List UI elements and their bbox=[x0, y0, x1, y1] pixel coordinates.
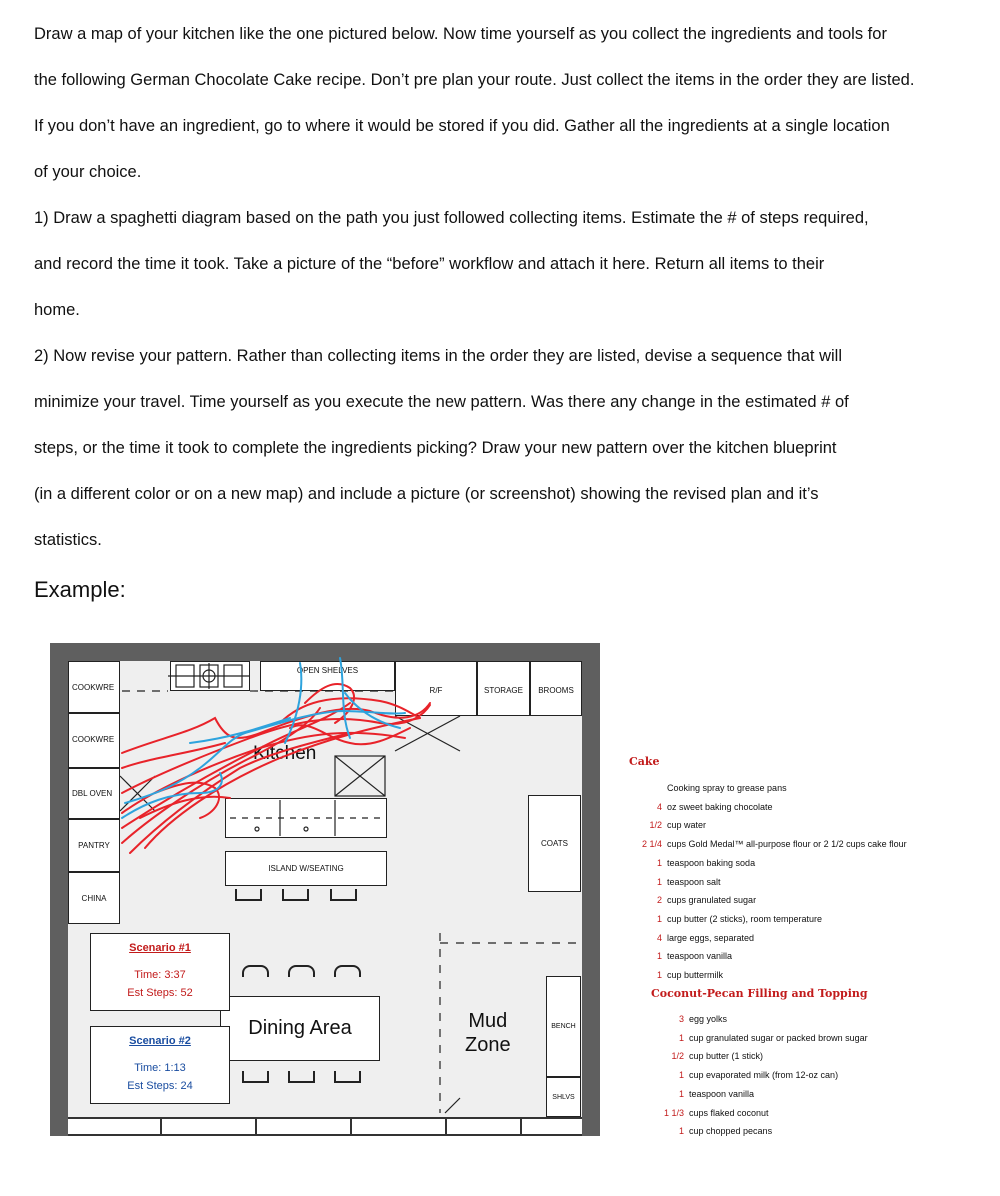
ingredient-row bbox=[656, 801, 773, 812]
ingredient-quantity: 4 bbox=[656, 932, 662, 943]
ingredient-text: cup evaporated milk (from 12-oz can) bbox=[689, 1070, 839, 1081]
instruction-line: If you don’t have an ingredient, go to where it would be stored if you did. Gather all the ingredients at a single location bbox=[34, 117, 890, 135]
scenario-1-steps: Est Steps: 52 bbox=[127, 987, 193, 999]
scenario-2-title: Scenario #2 bbox=[129, 1035, 191, 1047]
scenario-2-time: Time: 1:13 bbox=[134, 1062, 186, 1074]
filling-heading: Coconut-Pecan Filling and Topping bbox=[651, 987, 868, 1000]
shelves-label: SHLVS bbox=[552, 1093, 575, 1101]
ingredient-text: cup buttermilk bbox=[667, 970, 724, 980]
cake-heading: Cake bbox=[629, 755, 660, 768]
ingredient-text: cup butter (1 stick) bbox=[689, 1051, 764, 1062]
plan-lines bbox=[50, 643, 600, 1136]
ingredient-quantity: 1 bbox=[656, 857, 662, 868]
instruction-line: statistics. bbox=[34, 531, 102, 549]
instruction-line: (in a different color or on a new map) and include a picture (or screenshot) showing the revised plan and it’s bbox=[34, 485, 819, 503]
ingredient-row bbox=[678, 1088, 755, 1099]
ingredient-quantity: 1 bbox=[656, 951, 662, 962]
ingredient-text: teaspoon salt bbox=[667, 876, 721, 887]
ingredient-text: teaspoon vanilla bbox=[689, 1088, 755, 1099]
instruction-line: and record the time it took. Take a picture of the “before” workflow and attach it here. Return all items to their bbox=[34, 255, 825, 273]
ingredient-row bbox=[678, 1014, 728, 1024]
ingredient-text: cups Gold Medal™ all-purpose flour or 2 1/2 cups cake flour bbox=[667, 839, 907, 850]
ingredient-row bbox=[678, 1126, 773, 1137]
cookware-label: COOKWRE bbox=[72, 682, 115, 692]
ingredient-text: teaspoon vanilla bbox=[667, 951, 733, 962]
kitchen-label: Kitchen bbox=[253, 743, 317, 764]
ingredient-text: cup water bbox=[667, 820, 707, 831]
scenario-1-title: Scenario #1 bbox=[129, 942, 191, 954]
ingredient-text: teaspoon baking soda bbox=[667, 857, 756, 868]
ingredient-row bbox=[663, 1107, 769, 1118]
kitchen-floor-plan bbox=[50, 643, 600, 1136]
refrigerator-label: R/F bbox=[429, 686, 443, 695]
coats-label: COATS bbox=[541, 839, 568, 848]
ingredient-quantity: 1 bbox=[656, 970, 662, 980]
ingredient-text: oz sweet baking chocolate bbox=[667, 801, 773, 812]
instruction-line: of your choice. bbox=[34, 163, 142, 181]
ingredient-quantity: 1/2 bbox=[671, 1051, 684, 1062]
ingredient-quantity: 1 bbox=[678, 1088, 684, 1099]
double-oven-label: DBL OVEN bbox=[72, 789, 113, 798]
ingredient-row bbox=[656, 970, 724, 980]
ingredient-row bbox=[671, 1051, 764, 1062]
ingredient-row bbox=[656, 932, 755, 943]
ingredient-text: large eggs, separated bbox=[667, 932, 755, 943]
ingredient-row bbox=[656, 913, 823, 924]
china-label: CHINA bbox=[81, 894, 107, 903]
ingredient-row bbox=[667, 783, 787, 793]
cookware-label: COOKWRE bbox=[72, 735, 115, 744]
ingredient-row bbox=[678, 1070, 839, 1081]
ingredient-text: cup chopped pecans bbox=[689, 1126, 773, 1137]
ingredient-row bbox=[649, 820, 707, 831]
dining-area-label: Dining Area bbox=[248, 1017, 352, 1039]
brooms-label: BROOMS bbox=[538, 686, 574, 695]
ingredient-row bbox=[656, 895, 757, 906]
scenario-1-time: Time: 3:37 bbox=[134, 969, 186, 981]
instruction-line: home. bbox=[34, 301, 80, 319]
bench-label: BENCH bbox=[551, 1023, 576, 1030]
ingredient-row bbox=[641, 839, 907, 850]
ingredient-quantity: 1 bbox=[656, 876, 662, 887]
ingredient-text: Cooking spray to grease pans bbox=[667, 783, 787, 793]
ingredient-text: cup granulated sugar or packed brown sugar bbox=[689, 1032, 868, 1043]
scenario-2-steps: Est Steps: 24 bbox=[127, 1080, 193, 1092]
instruction-line: steps, or the time it took to complete the ingredients picking? Draw your new pattern over the kitchen blueprint bbox=[34, 439, 837, 457]
ingredient-quantity: 1/2 bbox=[649, 820, 662, 831]
ingredient-quantity: 1 bbox=[678, 1126, 684, 1137]
ingredient-quantity: 2 bbox=[656, 895, 662, 906]
example-label: Example: bbox=[34, 577, 126, 602]
ingredient-quantity: 2 1/4 bbox=[641, 839, 662, 850]
ingredient-quantity: 1 bbox=[678, 1032, 684, 1043]
storage-label: STORAGE bbox=[484, 686, 523, 695]
ingredient-row bbox=[656, 951, 733, 962]
island-label: ISLAND W/SEATING bbox=[268, 864, 344, 873]
instruction-line: 1) Draw a spaghetti diagram based on the path you just followed collecting items. Estimate the # of steps required, bbox=[34, 209, 869, 227]
ingredient-row bbox=[678, 1032, 868, 1043]
ingredient-quantity: 1 bbox=[656, 913, 662, 924]
ingredient-text: cups granulated sugar bbox=[667, 895, 757, 906]
ingredient-text: cups flaked coconut bbox=[689, 1107, 769, 1118]
instruction-line: minimize your travel. Time yourself as you execute the new pattern. Was there any change in the estimated # of bbox=[34, 393, 849, 411]
ingredient-quantity: 4 bbox=[656, 801, 662, 812]
ingredient-row bbox=[656, 857, 756, 868]
mud-label: Mud bbox=[468, 1010, 508, 1032]
ingredient-text: egg yolks bbox=[689, 1014, 728, 1024]
ingredient-text: cup butter (2 sticks), room temperature bbox=[667, 913, 823, 924]
ingredient-quantity: 1 bbox=[678, 1070, 684, 1081]
instruction-line: 2) Now revise your pattern. Rather than collecting items in the order they are listed, devise a sequence that will bbox=[34, 347, 842, 365]
zone-label: Zone bbox=[465, 1034, 511, 1056]
ingredient-row bbox=[656, 876, 721, 887]
ingredient-quantity: 1 1/3 bbox=[663, 1107, 684, 1118]
open-shelves-label: OPEN SHELVES bbox=[296, 666, 359, 675]
pantry-label: PANTRY bbox=[78, 841, 110, 850]
instruction-line: Draw a map of your kitchen like the one pictured below. Now time yourself as you collect the ingredients and tools for bbox=[34, 25, 887, 43]
ingredient-quantity: 3 bbox=[678, 1014, 684, 1024]
instruction-line: the following German Chocolate Cake recipe. Don’t pre plan your route. Just collect the items in the order they are listed. bbox=[34, 71, 915, 89]
scenario-1-path bbox=[122, 684, 430, 853]
